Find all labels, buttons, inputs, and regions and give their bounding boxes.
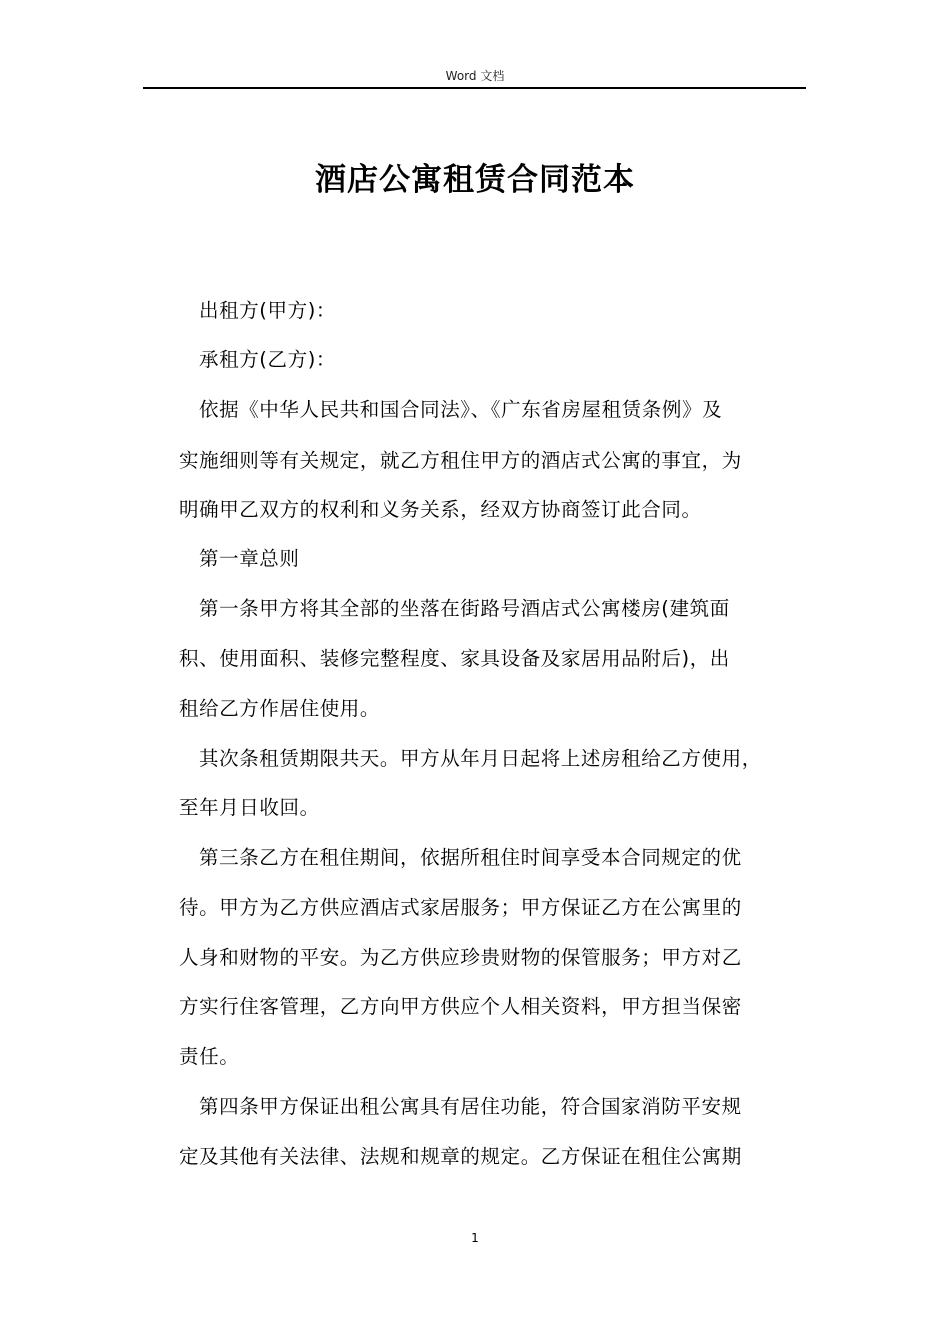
body-line: 定及其他有关法律、法规和规章的规定。乙方保证在租住公寓期 bbox=[179, 1145, 742, 1168]
body-line: 明确甲乙双方的权利和义务关系，经双方协商签订此合同。 bbox=[179, 498, 702, 521]
body-line: 责任。 bbox=[179, 1045, 240, 1068]
body-line: 待。甲方为乙方供应酒店式家居服务；甲方保证乙方在公寓里的 bbox=[179, 896, 742, 919]
body-line: 至年月日收回。 bbox=[179, 796, 320, 819]
body-line: 第四条甲方保证出租公寓具有居住功能，符合国家消防平安规 bbox=[199, 1095, 742, 1118]
page-header-label: Word 文档 bbox=[445, 69, 505, 83]
body-line: 第三条乙方在租住期间，依据所租住时间享受本合同规定的优 bbox=[199, 846, 742, 869]
body-line: 第一条甲方将其全部的坐落在街路号酒店式公寓楼房(建筑面 bbox=[199, 597, 730, 620]
body-line: 出租方(甲方)： bbox=[199, 299, 337, 322]
document-title: 酒店公寓租赁合同范本 bbox=[315, 162, 635, 198]
body-line: 其次条租赁期限共天。甲方从年月日起将上述房租给乙方使用， bbox=[199, 747, 762, 770]
body-line: 积、使用面积、装修完整程度、家具设备及家居用品附后)，出 bbox=[179, 647, 730, 670]
body-line: 实施细则等有关规定，就乙方租住甲方的酒店式公寓的事宜，为 bbox=[179, 449, 742, 472]
header-rule bbox=[143, 87, 806, 89]
page-number: 1 bbox=[471, 1231, 479, 1245]
body-line: 方实行住客管理，乙方向甲方供应个人相关资料，甲方担当保密 bbox=[179, 995, 742, 1018]
body-line: 第一章总则 bbox=[199, 547, 300, 570]
body-line: 租给乙方作居住使用。 bbox=[179, 697, 381, 720]
body-line: 承租方(乙方)： bbox=[199, 348, 337, 371]
body-line: 依据《中华人民共和国合同法》、《广东省房屋租赁条例》及 bbox=[199, 398, 723, 421]
body-line: 人身和财物的平安。为乙方供应珍贵财物的保管服务；甲方对乙 bbox=[179, 946, 742, 969]
